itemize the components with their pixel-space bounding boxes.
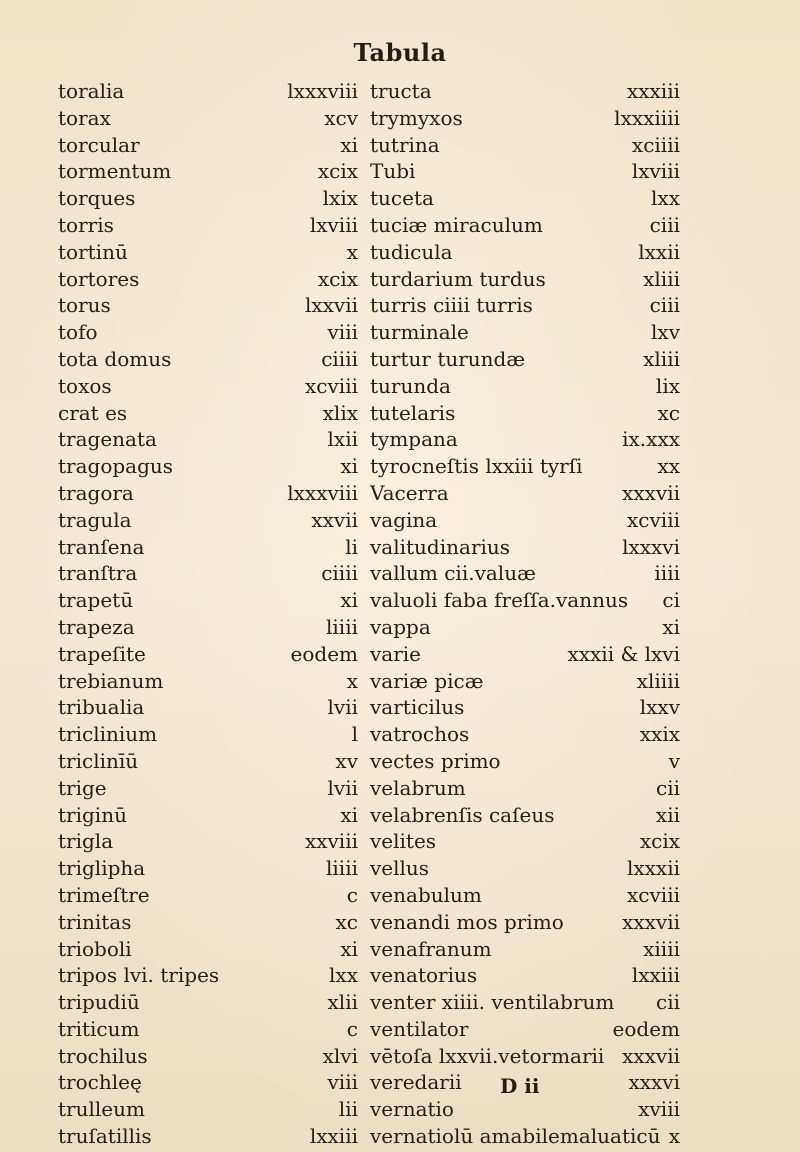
index-entry xyxy=(370,453,680,480)
index-page-ref: lvii xyxy=(327,695,358,720)
index-page-ref: xi xyxy=(662,614,680,639)
index-term: venafranum xyxy=(370,936,492,961)
index-page-ref: cii xyxy=(656,990,680,1015)
index-entry xyxy=(58,882,358,909)
index-page-ref: xxxii & lxvi xyxy=(567,641,680,666)
index-page-ref: cii xyxy=(656,775,680,800)
index-entry xyxy=(370,828,680,855)
index-term: tota domus xyxy=(58,346,172,371)
index-term: turtur turundæ xyxy=(370,346,526,371)
index-term: vatrochos xyxy=(370,722,470,747)
index-term: venabulum xyxy=(370,882,482,907)
index-page-ref: viii xyxy=(327,1070,358,1095)
index-page-ref: xxxvii xyxy=(622,480,680,505)
index-page-ref: xcviii xyxy=(627,882,680,907)
index-page-ref: lxxii xyxy=(638,239,680,264)
index-term: venandi mos primo xyxy=(370,909,564,934)
left-index-column xyxy=(58,78,358,1150)
index-page-ref: lxx xyxy=(329,963,358,988)
index-term: triginū xyxy=(58,802,127,827)
index-page-ref: xcix xyxy=(639,829,680,854)
index-term: torques xyxy=(58,186,136,211)
index-entry xyxy=(58,507,358,534)
index-term: trochilus xyxy=(58,1043,148,1068)
index-term: velabrenſis caſeus xyxy=(370,802,555,827)
index-page-ref: l xyxy=(351,722,358,747)
index-term: triglipha xyxy=(58,856,146,881)
index-entry xyxy=(58,936,358,963)
index-page-ref: ix.xxx xyxy=(622,427,680,452)
index-page-ref: v xyxy=(668,748,680,773)
index-entry xyxy=(58,828,358,855)
index-term: turminale xyxy=(370,320,469,345)
index-page-ref: xx xyxy=(657,454,680,479)
index-term: venter xiiii. ventilabrum xyxy=(370,990,615,1015)
index-term: trulleum xyxy=(58,1097,145,1122)
index-entry xyxy=(370,855,680,882)
index-page-ref: x xyxy=(346,239,358,264)
index-entry xyxy=(58,989,358,1016)
right-index-column xyxy=(370,78,680,1150)
index-term: trigla xyxy=(58,829,114,854)
index-term: vētoſa lxxvii.vetormarii xyxy=(370,1043,605,1068)
index-page-ref: xv xyxy=(335,748,358,773)
index-page-ref: lix xyxy=(655,373,680,398)
index-page-ref: liiii xyxy=(326,614,358,639)
index-entry xyxy=(370,802,680,829)
index-page-ref: xviii xyxy=(638,1097,680,1122)
index-term: vectes primo xyxy=(370,748,501,773)
index-entry xyxy=(58,721,358,748)
index-entry xyxy=(58,641,358,668)
index-page-ref: c xyxy=(346,1016,358,1041)
index-page-ref: lxx xyxy=(651,186,680,211)
index-term: tuciæ miraculum xyxy=(370,212,543,237)
index-page-ref: xxviii xyxy=(304,829,358,854)
index-entry xyxy=(58,1123,358,1150)
index-term: venatorius xyxy=(370,963,478,988)
index-page-ref: xxix xyxy=(639,722,680,747)
index-term: turunda xyxy=(370,373,451,398)
index-page-ref: xliiii xyxy=(636,668,680,693)
index-entry xyxy=(370,1123,680,1150)
index-page-ref: lii xyxy=(338,1097,358,1122)
index-term: triticum xyxy=(58,1016,140,1041)
index-page-ref: xcv xyxy=(324,105,358,130)
index-entry xyxy=(58,668,358,695)
index-page-ref: xxxvi xyxy=(628,1070,680,1095)
index-page-ref: xlix xyxy=(322,400,358,425)
index-page-ref: xi xyxy=(340,588,358,613)
index-entry xyxy=(58,1069,358,1096)
index-entry xyxy=(370,962,680,989)
index-term: trochleę xyxy=(58,1070,142,1095)
index-entry xyxy=(370,480,680,507)
index-term: tripudiū xyxy=(58,990,140,1015)
index-term: truſatillis xyxy=(58,1124,152,1149)
index-entry xyxy=(58,400,358,427)
index-page-ref: x xyxy=(668,1124,680,1149)
index-term: vappa xyxy=(370,614,431,639)
index-term: vagina xyxy=(370,507,438,532)
index-term: tuceta xyxy=(370,186,434,211)
index-term: tribualia xyxy=(58,695,145,720)
index-term: torris xyxy=(58,212,114,237)
index-entry xyxy=(58,1043,358,1070)
index-page-ref: lxxxii xyxy=(626,856,680,881)
index-page-ref: ciiii xyxy=(321,346,358,371)
index-entry xyxy=(370,292,680,319)
index-term: valitudinarius xyxy=(370,534,511,559)
index-term: tutrina xyxy=(370,132,440,157)
index-entry xyxy=(58,480,358,507)
index-term: Tubi xyxy=(370,159,416,184)
index-entry xyxy=(58,587,358,614)
index-entry xyxy=(370,534,680,561)
index-page-ref: xcviii xyxy=(305,373,358,398)
index-entry xyxy=(370,587,680,614)
index-entry xyxy=(370,158,680,185)
index-term: torus xyxy=(58,293,111,318)
index-term: tranſena xyxy=(58,534,145,559)
index-page-ref: xliii xyxy=(643,266,680,291)
index-page-ref: xxxvii xyxy=(622,909,680,934)
index-page-ref: viii xyxy=(327,320,358,345)
index-page-ref: xi xyxy=(340,936,358,961)
index-page-ref: x xyxy=(346,668,358,693)
index-term: triclinium xyxy=(58,722,158,747)
index-term: tyrocneſtis lxxiii tyrſi xyxy=(370,454,583,479)
index-entry xyxy=(370,694,680,721)
index-entry xyxy=(370,373,680,400)
index-term: tragora xyxy=(58,480,134,505)
index-entry xyxy=(370,775,680,802)
index-page-ref: ciiii xyxy=(321,561,358,586)
index-entry xyxy=(58,909,358,936)
index-entry xyxy=(370,936,680,963)
index-entry xyxy=(58,534,358,561)
index-entry xyxy=(370,909,680,936)
index-term: ventilator xyxy=(370,1016,469,1041)
index-term: tripos lvi. tripes xyxy=(58,963,220,988)
index-term: tormentum xyxy=(58,159,172,184)
index-entry xyxy=(58,158,358,185)
index-entry xyxy=(58,319,358,346)
index-page-ref: xxvii xyxy=(311,507,358,532)
index-page-ref: lxxxiiii xyxy=(614,105,680,130)
index-term: trioboli xyxy=(58,936,132,961)
index-entry xyxy=(370,1043,680,1070)
index-page-ref: lvii xyxy=(327,775,358,800)
index-term: tragula xyxy=(58,507,132,532)
index-term: trapetū xyxy=(58,588,134,613)
index-entry xyxy=(58,453,358,480)
index-page-ref: iiii xyxy=(654,561,680,586)
index-term: tofo xyxy=(58,320,98,345)
index-page-ref: xxxiii xyxy=(626,79,680,103)
index-entry xyxy=(370,1096,680,1123)
index-entry xyxy=(370,239,680,266)
index-page-ref: lxxv xyxy=(639,695,680,720)
index-term: torax xyxy=(58,105,111,130)
index-term: tragopagus xyxy=(58,454,174,479)
index-term: velabrum xyxy=(370,775,466,800)
index-term: variæ picæ xyxy=(370,668,484,693)
index-entry xyxy=(58,1096,358,1123)
index-page-ref: ciii xyxy=(649,293,680,318)
index-entry xyxy=(370,641,680,668)
index-page-ref: eodem xyxy=(290,641,358,666)
index-page-ref: xii xyxy=(655,802,680,827)
index-page-ref: eodem xyxy=(612,1016,680,1041)
index-page-ref: xi xyxy=(340,454,358,479)
index-term: trymyxos xyxy=(370,105,463,130)
index-entry xyxy=(370,614,680,641)
index-term: torcular xyxy=(58,132,140,157)
index-entry xyxy=(370,1016,680,1043)
index-term: tranſtra xyxy=(58,561,138,586)
index-page-ref: lxviii xyxy=(631,159,680,184)
index-page-ref: xciiii xyxy=(631,132,680,157)
index-entry xyxy=(370,748,680,775)
index-term: vellus xyxy=(370,856,430,881)
index-entry xyxy=(58,775,358,802)
index-term: vernatiolū amabilemaluaticū xyxy=(370,1124,661,1149)
index-page-ref: xliii xyxy=(643,346,680,371)
index-term: trige xyxy=(58,775,107,800)
index-term: tutelaris xyxy=(370,400,456,425)
index-page-ref: liiii xyxy=(326,856,358,881)
index-entry xyxy=(370,346,680,373)
index-page-ref: xc xyxy=(335,909,358,934)
index-entry xyxy=(58,105,358,132)
index-term: varie xyxy=(370,641,422,666)
index-entry xyxy=(370,78,680,105)
index-term: triclinīū xyxy=(58,748,139,773)
index-entry xyxy=(370,721,680,748)
index-entry xyxy=(58,78,358,105)
index-term: turdarium turdus xyxy=(370,266,546,291)
index-term: velites xyxy=(370,829,437,854)
index-entry xyxy=(370,132,680,159)
index-term: vernatio xyxy=(370,1097,454,1122)
page-signature: D ii xyxy=(500,1074,540,1098)
index-page-ref: lxviii xyxy=(309,212,358,237)
index-page-ref: xlvi xyxy=(322,1043,358,1068)
page-title: Tabula xyxy=(353,38,447,67)
index-term: toxos xyxy=(58,373,112,398)
index-entry xyxy=(370,266,680,293)
index-page-ref: lxxxviii xyxy=(287,480,358,505)
index-page-ref: ci xyxy=(662,588,680,613)
index-entry xyxy=(58,266,358,293)
index-entry xyxy=(58,694,358,721)
index-term: valuoli faba freſſa.vannus xyxy=(370,588,629,613)
index-term: trapeſite xyxy=(58,641,146,666)
index-entry xyxy=(58,292,358,319)
index-entry xyxy=(370,882,680,909)
index-term: tortinū xyxy=(58,239,128,264)
index-entry xyxy=(370,185,680,212)
index-page-ref: xc xyxy=(657,400,680,425)
index-entry xyxy=(58,132,358,159)
index-term: toralia xyxy=(58,79,125,103)
index-entry xyxy=(370,668,680,695)
index-page-ref: lxxxviii xyxy=(287,79,358,103)
index-page-ref: xcix xyxy=(317,266,358,291)
index-term: tympana xyxy=(370,427,458,452)
index-term: trinitas xyxy=(58,909,132,934)
index-entry xyxy=(58,802,358,829)
index-entry xyxy=(370,989,680,1016)
index-page-ref: lxxxvi xyxy=(622,534,680,559)
index-entry xyxy=(58,614,358,641)
index-entry xyxy=(370,507,680,534)
index-entry xyxy=(370,319,680,346)
index-entry xyxy=(58,239,358,266)
index-term: trapeza xyxy=(58,614,135,639)
index-page-ref: lxv xyxy=(651,320,680,345)
index-page-ref: xlii xyxy=(327,990,358,1015)
index-page-ref: xi xyxy=(340,802,358,827)
index-page-ref: xi xyxy=(340,132,358,157)
index-entry xyxy=(58,560,358,587)
index-entry xyxy=(370,426,680,453)
index-term: tructa xyxy=(370,79,432,103)
index-page-ref: xiiii xyxy=(643,936,680,961)
index-entry xyxy=(58,1016,358,1043)
index-page-ref: lxii xyxy=(327,427,358,452)
index-page-ref: xcix xyxy=(317,159,358,184)
index-term: tortores xyxy=(58,266,140,291)
index-entry xyxy=(370,212,680,239)
index-entry xyxy=(370,560,680,587)
index-entry xyxy=(58,373,358,400)
index-term: veredarii xyxy=(370,1070,462,1095)
index-page-ref: lxxiii xyxy=(309,1124,358,1149)
index-entry xyxy=(370,105,680,132)
index-entry xyxy=(58,962,358,989)
index-term: vallum cii.valuæ xyxy=(370,561,536,586)
index-term: varticilus xyxy=(370,695,465,720)
index-page-ref: lxxiii xyxy=(631,963,680,988)
index-term: tudicula xyxy=(370,239,453,264)
index-entry xyxy=(370,400,680,427)
index-entry xyxy=(58,346,358,373)
index-entry xyxy=(58,212,358,239)
index-term: trimeſtre xyxy=(58,882,150,907)
index-entry xyxy=(58,855,358,882)
index-entry xyxy=(58,426,358,453)
index-page-ref: lxxvii xyxy=(304,293,358,318)
index-page-ref: c xyxy=(346,882,358,907)
index-term: turris ciiii turris xyxy=(370,293,533,318)
index-page-ref: lxix xyxy=(322,186,358,211)
index-page-ref: li xyxy=(345,534,358,559)
index-entry xyxy=(58,748,358,775)
index-page-ref: xxxvii xyxy=(622,1043,680,1068)
index-page-ref: ciii xyxy=(649,212,680,237)
index-term: trebianum xyxy=(58,668,164,693)
index-term: tragenata xyxy=(58,427,157,452)
index-entry xyxy=(58,185,358,212)
index-term: Vacerra xyxy=(370,480,449,505)
index-term: crat es xyxy=(58,400,128,425)
index-page-ref: xcviii xyxy=(627,507,680,532)
